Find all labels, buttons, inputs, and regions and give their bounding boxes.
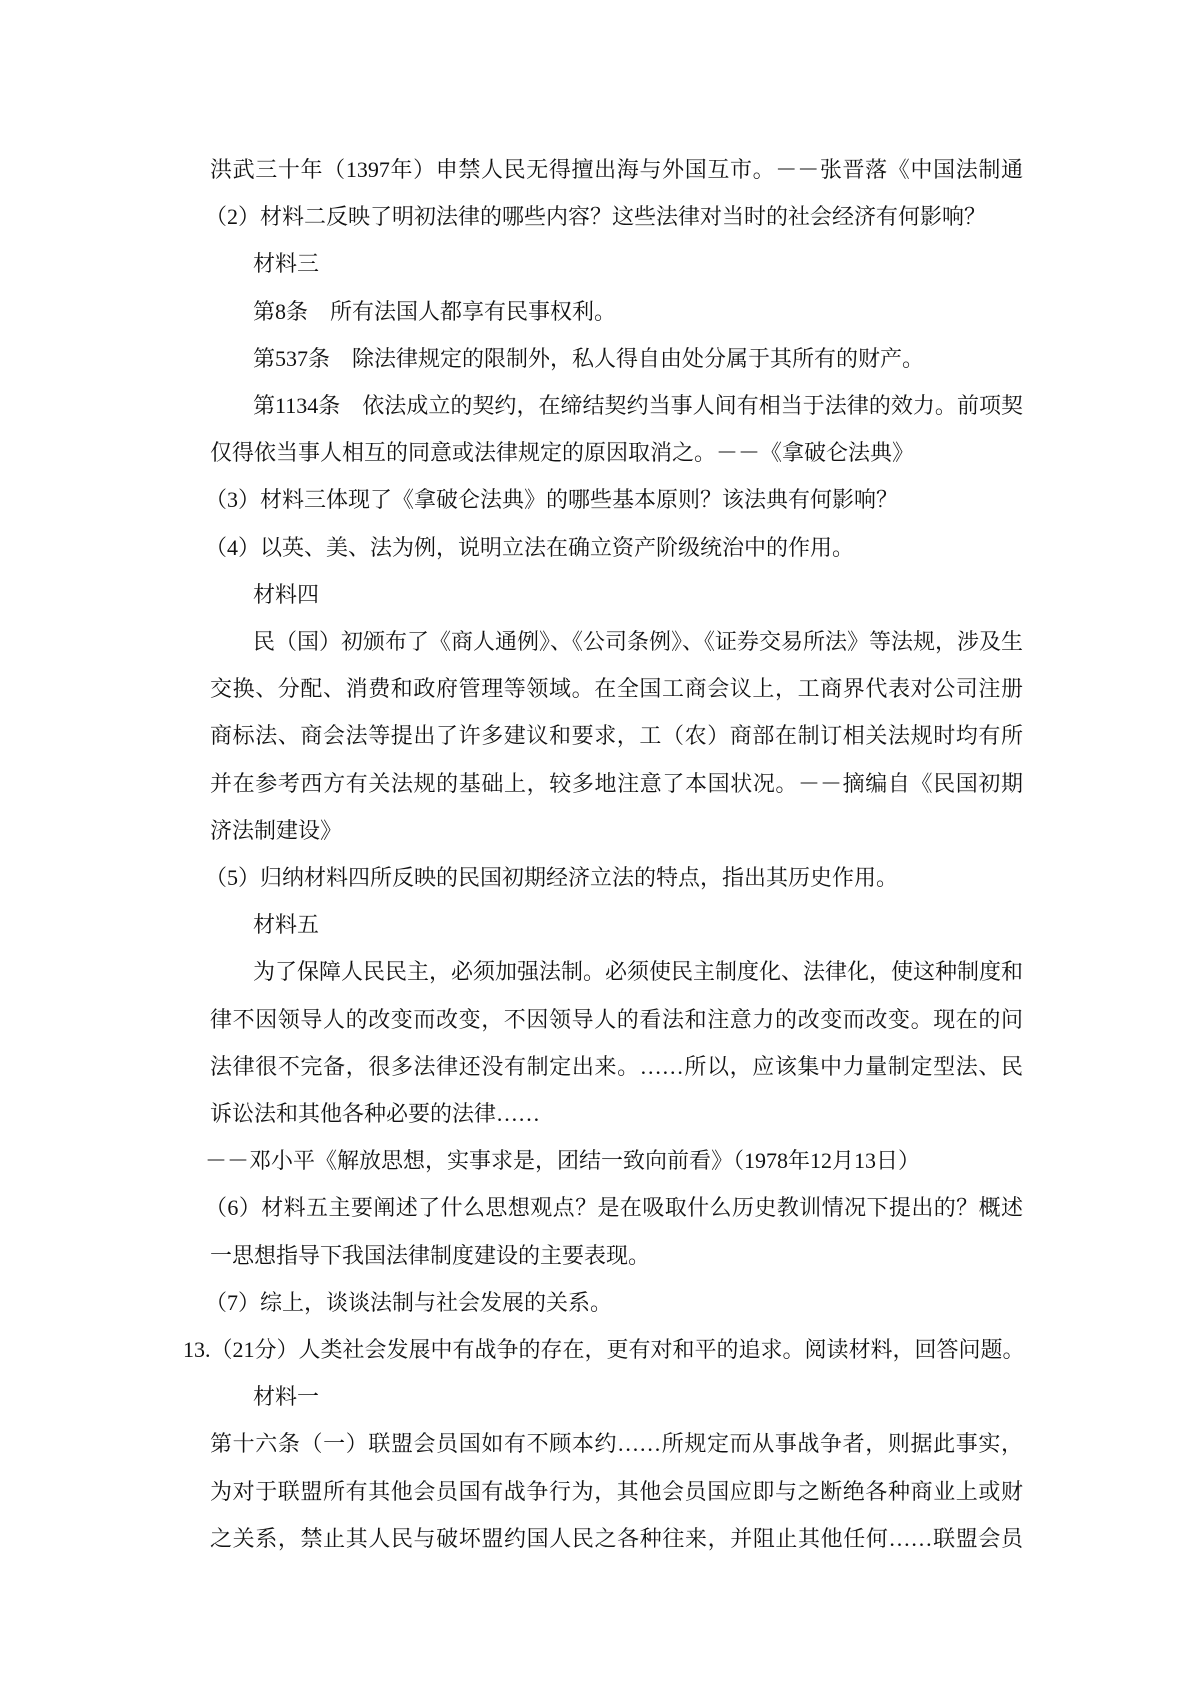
text-line: 之关系，禁止其人民与破坏盟约国人民之各种往来，并阻止其他任何……联盟会员 [210,1525,1023,1551]
text-line: 一思想指导下我国法律制度建设的主要表现。 [210,1242,651,1268]
material-heading: 材料五 [253,912,320,938]
question-2: （2）材料二反映了明初法律的哪些内容？这些法律对当时的社会经济有何影响？ [205,204,987,230]
question-6: （6）材料五主要阐述了什么思想观点？是在吸取什么历史教训情况下提出的？概述 [205,1195,1023,1221]
text-line: 济法制建设》 [210,817,343,843]
text-line: 为了保障人民民主，必须加强法制。必须使民主制度化、法律化，使这种制度和 [253,959,1023,985]
question-5: （5）归纳材料四所反映的民国初期经济立法的特点，指出其历史作用。 [205,865,899,890]
text-line: 诉讼法和其他各种必要的法律…… [210,1101,541,1126]
text-line: 民（国）初颁布了《商人通例》、《公司条例》、《证券交易所法》等法规，涉及生 [253,629,1023,654]
text-line: 第8条 所有法国人都享有民事权利。 [253,298,617,324]
text-line: 为对于联盟所有其他会员国有战争行为，其他会员国应即与之断绝各种商业上或财 [210,1478,1023,1504]
text-line: 第1134条 依法成立的契约，在缔结契约当事人间有相当于法律的效力。前项契 [253,393,1023,418]
question-13-heading: 13.（21分）人类社会发展中有战争的存在，更有对和平的追求。阅读材料，回答问题。 [183,1337,1025,1362]
text-line: 第537条 除法律规定的限制外，私人得自由处分属于其所有的财产。 [253,345,925,371]
text-line: 交换、分配、消费和政府管理等领域。在全国工商会议上，工商界代表对公司注册 [210,676,1023,702]
text-line: 并在参考西方有关法规的基础上，较多地注意了本国状况。－－摘编自《民国初期 [210,770,1023,796]
text-line: 洪武三十年（1397年）申禁人民无得擅出海与外国互市。－－张晋落《中国法制通 [210,157,1023,182]
text-line: 第十六条（一）联盟会员国如有不顾本约……所规定而从事战争者，则据此事实， [210,1431,1023,1457]
question-7: （7）综上，谈谈法制与社会发展的关系。 [205,1289,613,1315]
text-line: 律不因领导人的改变而改变，不因领导人的看法和注意力的改变而改变。现在的问 [210,1006,1023,1032]
material-heading: 材料一 [253,1384,320,1410]
material-heading: 材料三 [253,251,320,277]
text-line: 法律很不完备，很多法律还没有制定出来。……所以，应该集中力量制定型法、民 [210,1053,1023,1079]
text-line: 仅得依当事人相互的同意或法律规定的原因取消之。－－《拿破仑法典》 [210,440,915,466]
citation: －－邓小平《解放思想，实事求是，团结一致向前看》（1978年12月13日） [205,1148,921,1174]
question-3: （3）材料三体现了《拿破仑法典》的哪些基本原则？该法典有何影响？ [205,487,899,513]
question-4: （4）以英、美、法为例，说明立法在确立资产阶级统治中的作用。 [205,534,855,560]
material-heading: 材料四 [253,581,320,607]
text-line: 商标法、商会法等提出了许多建议和要求，工（农）商部在制订相关法规时均有所 [210,723,1023,749]
